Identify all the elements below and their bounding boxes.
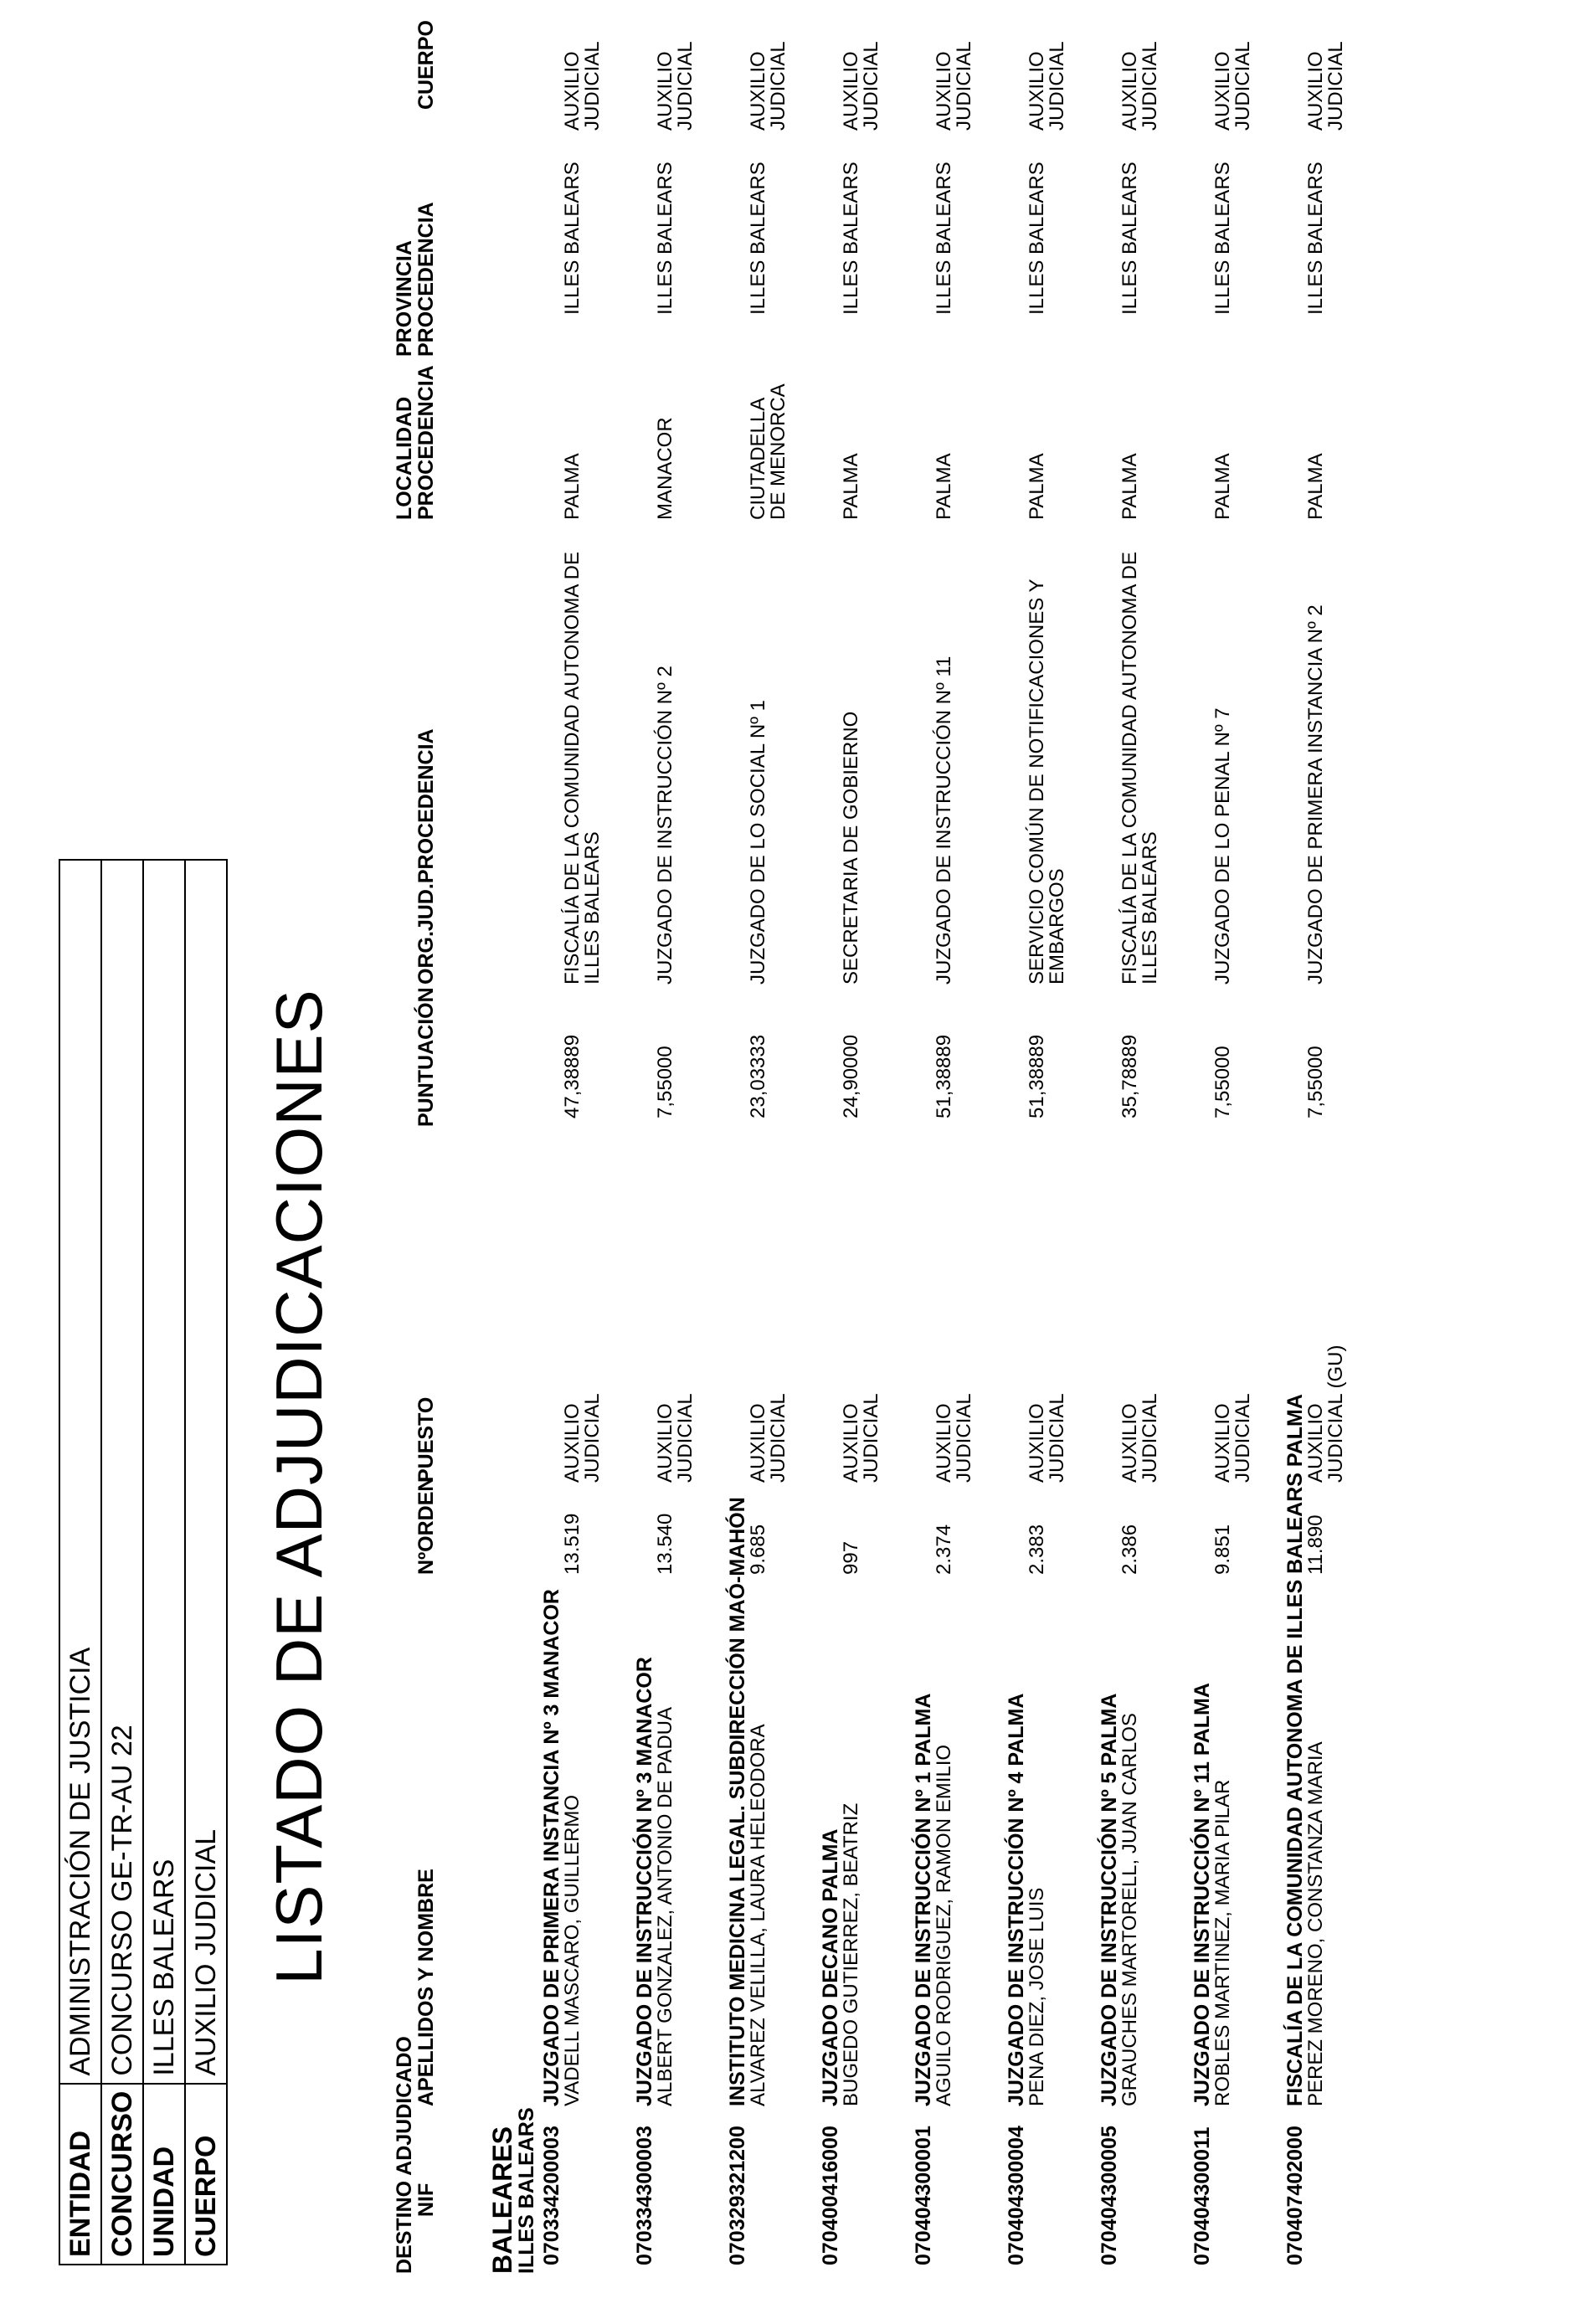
header-nif: NIF [414,2183,438,2217]
entry-organo: FISCALÍA DE LA COMUNIDAD AUTONOMA DE ILLES BALEARS [1118,551,1161,985]
entry-provincia: ILLES BALEARS [933,162,955,315]
header-puntuacion: PUNTUACIÓN [414,987,438,1127]
entry-destino: JUZGADO DE INSTRUCCIÓN Nº 4 PALMA [1005,1693,1028,2106]
entry-orden: 13.519 [561,1513,584,1575]
entry-organo: JUZGADO DE INSTRUCCIÓN Nº 11 [933,656,955,985]
entry-cuerpo: AUXILIO JUDICIAL [654,41,697,131]
entry-nif: 070404300005 [1098,2126,1121,2265]
entry-puntuacion: 23,03333 [747,1034,769,1118]
entry-provincia: ILLES BALEARS [840,162,862,315]
entry-organo: SECRETARIA DE GOBIERNO [840,711,862,985]
entry-localidad: PALMA [1304,453,1327,520]
info-value: CONCURSO GE-TR-AU 22 [101,860,143,2084]
entry-orden: 2.374 [933,1524,955,1575]
entry-provincia: ILLES BALEARS [747,162,769,315]
entry-destino: JUZGADO DE INSTRUCCIÓN Nº 5 PALMA [1098,1693,1121,2106]
entry-provincia: ILLES BALEARS [1211,162,1234,315]
info-row [143,860,185,2265]
entry-puntuacion: 7,55000 [1211,1046,1234,1118]
entry-puesto: AUXILIO JUDICIAL [1211,1393,1254,1483]
entry-puesto: AUXILIO JUDICIAL [840,1393,882,1483]
info-value: ILLES BALEARS [143,860,185,2084]
info-key: CUERPO [185,2084,227,2265]
entry-nombre: AGUILO RODRIGUEZ, RAMON EMILIO [933,1744,955,2106]
entry-puesto: AUXILIO JUDICIAL [561,1393,604,1483]
entry-orden: 13.540 [654,1513,676,1575]
region-heading: BALEARES [487,2126,517,2274]
info-value: ADMINISTRACIÓN DE JUSTICIA [59,860,101,2084]
entry-organo: JUZGADO DE INSTRUCCIÓN Nº 2 [654,666,676,985]
entry-provincia: ILLES BALEARS [654,162,676,315]
info-key: UNIDAD [143,2084,185,2265]
entry-provincia: ILLES BALEARS [1026,162,1048,315]
entry-nombre: ALBERT GONZALEZ, ANTONIO DE PADUA [654,1706,676,2106]
entry-nombre: GRAUCHES MARTORELL, JUAN CARLOS [1118,1713,1141,2106]
info-row [185,860,227,2265]
header-cuerpo: CUERPO [414,20,438,110]
info-row [59,860,101,2265]
entry-provincia: ILLES BALEARS [1304,162,1327,315]
entry-nombre: PENA DIEZ, JOSE LUIS [1026,1887,1048,2106]
entry-organo: JUZGADO DE LO PENAL Nº 7 [1211,707,1234,985]
entry-nombre: ALVAREZ VELILLA, LAURA HELEODORA [747,1724,769,2106]
entry-destino: JUZGADO DE INSTRUCCIÓN Nº 11 PALMA [1190,1683,1214,2106]
entry-puesto: AUXILIO JUDICIAL [1026,1393,1068,1483]
info-key: CONCURSO [101,2084,143,2265]
entry-nif: 070334300003 [633,2126,656,2265]
entry-orden: 2.383 [1026,1524,1048,1575]
entry-orden: 9.685 [747,1524,769,1575]
entry-localidad: PALMA [1026,453,1048,520]
info-key: ENTIDAD [59,2084,101,2265]
entry-destino: JUZGADO DECANO PALMA [819,1828,842,2106]
entry-organo: JUZGADO DE LO SOCIAL Nº 1 [747,700,769,985]
info-value: AUXILIO JUDICIAL [185,860,227,2084]
entry-localidad: PALMA [933,453,955,520]
entry-localidad: CIUTADELLA DE MENORCA [747,383,789,520]
entry-nif: 070404300001 [912,2126,935,2265]
entry-puesto: AUXILIO JUDICIAL [933,1393,975,1483]
page-title: LISTADO DE ADJUDICACIONES [262,989,336,1985]
entry-puesto: AUXILIO JUDICIAL [747,1393,789,1483]
header-destino: DESTINO ADJUDICADO [393,2036,416,2274]
entry-organo: SERVICIO COMÚN DE NOTIFICACIONES Y EMBARGOS [1026,578,1068,985]
entry-orden: 2.386 [1118,1524,1141,1575]
header-apellidos: APELLIDOS Y NOMBRE [414,1869,438,2106]
entry-localidad: PALMA [1118,453,1141,520]
entry-cuerpo: AUXILIO JUDICIAL [561,41,604,131]
entry-provincia: ILLES BALEARS [561,162,584,315]
entry-localidad: PALMA [840,453,862,520]
entry-destino: FISCALÍA DE LA COMUNIDAD AUTONOMA DE ILLES BALEARS PALMA [1283,1394,1307,2106]
entry-orden: 997 [840,1540,862,1575]
entry-puesto: AUXILIO JUDICIAL [654,1393,697,1483]
entry-cuerpo: AUXILIO JUDICIAL [1026,41,1068,131]
info-box [59,859,228,2265]
entry-nombre: ROBLES MARTINEZ, MARIA PILAR [1211,1779,1234,2106]
entry-puntuacion: 24,90000 [840,1034,862,1118]
header-organo: ORG.JUD.PROCEDENCIA [414,728,438,985]
entry-puesto: AUXILIO JUDICIAL [1118,1393,1161,1483]
entry-nif: 070407402000 [1283,2126,1307,2265]
header-provincia: PROVINCIA PROCEDENCIA [393,202,438,357]
entry-puntuacion: 35,78889 [1118,1034,1141,1118]
entry-puntuacion: 7,55000 [1304,1046,1327,1118]
entry-localidad: PALMA [1211,453,1234,520]
entry-nif: 070400416000 [819,2126,842,2265]
province-heading: ILLES BALEARS [515,2107,538,2274]
entry-cuerpo: AUXILIO JUDICIAL [933,41,975,131]
header-puesto: PUESTO [414,1396,438,1483]
entry-puntuacion: 51,38889 [933,1034,955,1118]
entry-orden: 11.890 [1304,1514,1327,1575]
entry-nif: 070404300011 [1190,2126,1214,2265]
entry-puntuacion: 51,38889 [1026,1034,1048,1118]
entry-nombre: BUGEDO GUTIERREZ, BEATRIZ [840,1802,862,2106]
entry-destino: JUZGADO DE INSTRUCCIÓN Nº 1 PALMA [912,1693,935,2106]
entry-nif: 070329321200 [726,2126,749,2265]
entry-organo: JUZGADO DE PRIMERA INSTANCIA Nº 2 [1304,604,1327,985]
entry-orden: 9.851 [1211,1524,1234,1575]
entry-nif: 070404300004 [1005,2126,1028,2265]
header-localidad: LOCALIDAD PROCEDENCIA [393,365,438,520]
entry-destino: INSTITUTO MEDICINA LEGAL. SUBDIRECCIÓN MAÓ-MAHÓN [726,1497,749,2106]
entry-nombre: VADELL MASCARO, GUILLERMO [561,1794,584,2106]
entry-organo: FISCALÍA DE LA COMUNIDAD AUTONOMA DE ILLES BALEARS [561,551,604,985]
entry-nombre: PEREZ MORENO, CONSTANZA MARIA [1304,1741,1327,2106]
entry-localidad: MANACOR [654,417,676,520]
entry-puntuacion: 47,38889 [561,1034,584,1118]
entry-cuerpo: AUXILIO JUDICIAL [1304,41,1347,131]
entry-puesto: AUXILIO JUDICIAL (GU) [1304,1345,1347,1483]
entry-provincia: ILLES BALEARS [1118,162,1141,315]
entry-cuerpo: AUXILIO JUDICIAL [1118,41,1161,131]
entry-cuerpo: AUXILIO JUDICIAL [747,41,789,131]
entry-cuerpo: AUXILIO JUDICIAL [1211,41,1254,131]
entry-puntuacion: 7,55000 [654,1046,676,1118]
entry-nif: 070334200003 [540,2126,563,2265]
entry-destino: JUZGADO DE PRIMERA INSTANCIA Nº 3 MANACOR [540,1589,563,2106]
info-row [101,860,143,2265]
entry-destino: JUZGADO DE INSTRUCCIÓN Nº 3 MANACOR [633,1657,656,2106]
entry-cuerpo: AUXILIO JUDICIAL [840,41,882,131]
entry-localidad: PALMA [561,453,584,520]
header-orden: NºORDEN [414,1476,438,1575]
